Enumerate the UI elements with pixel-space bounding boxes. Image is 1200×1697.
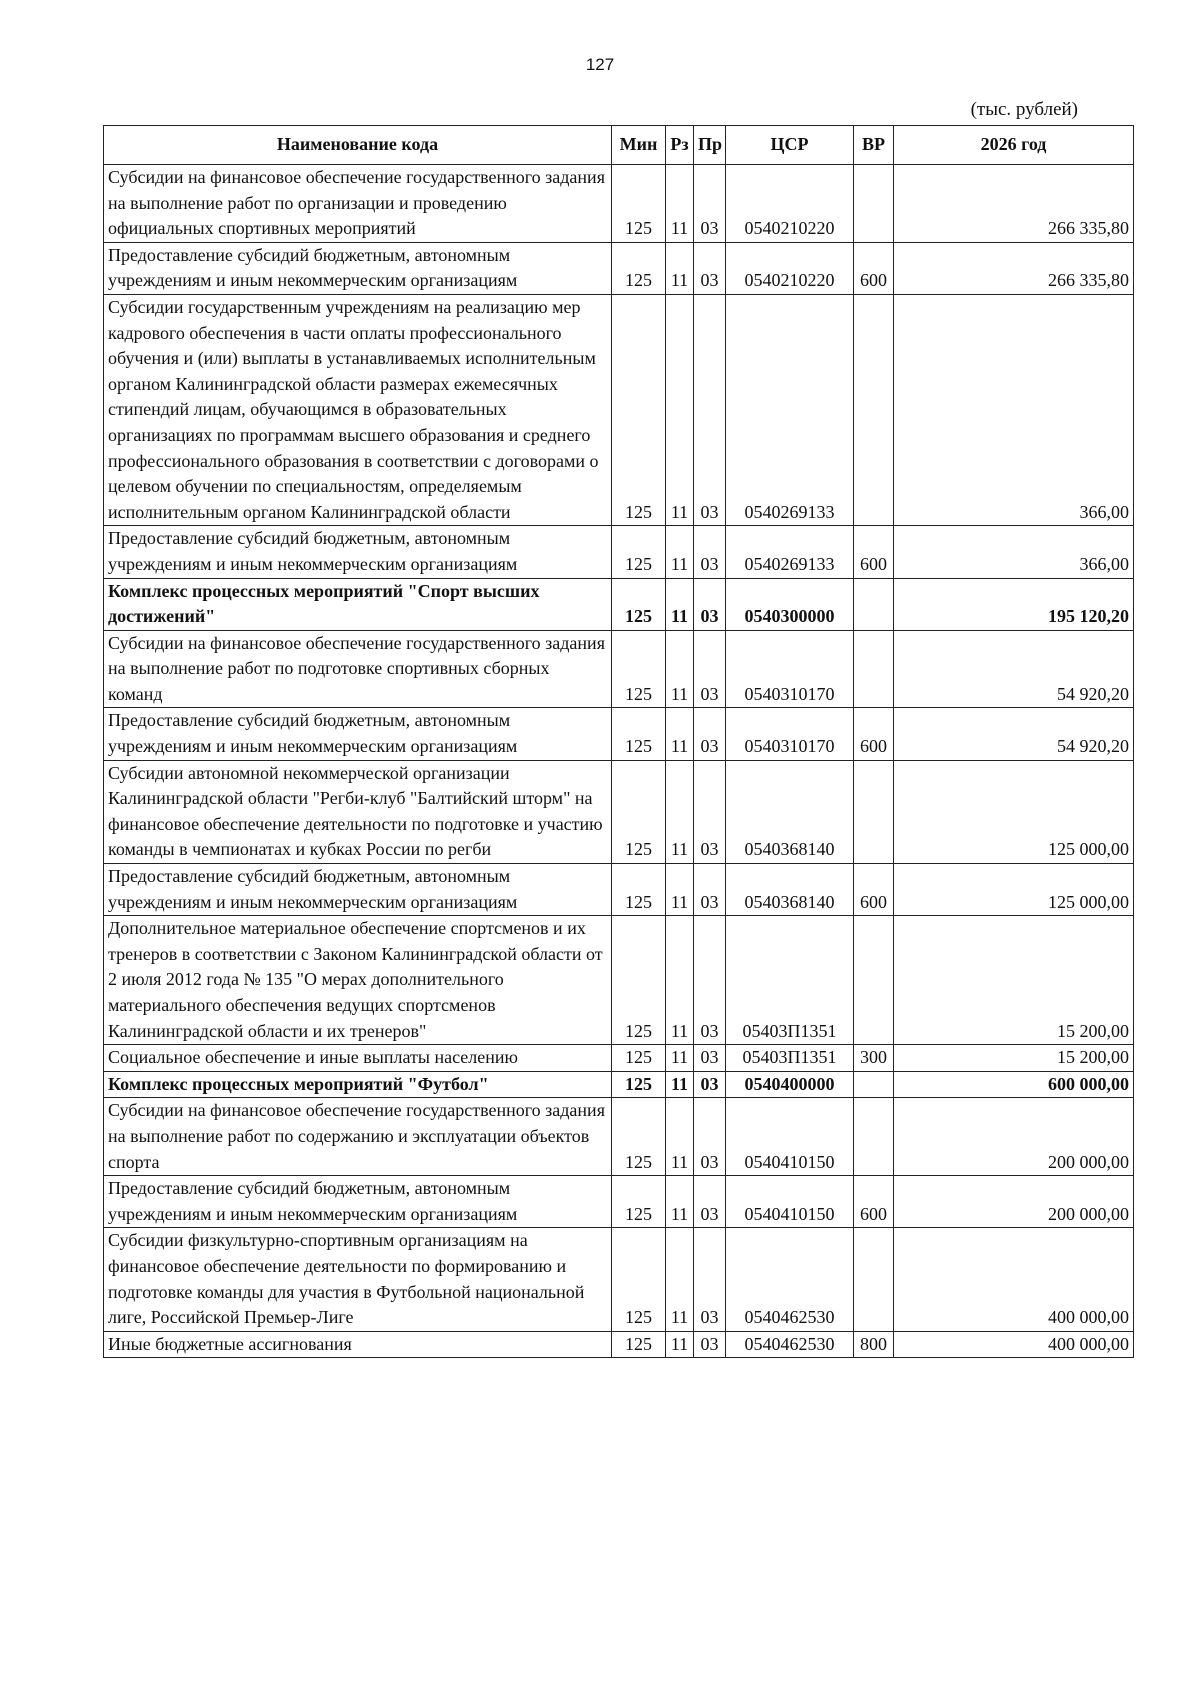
cell-amount: 366,00	[894, 526, 1134, 578]
cell-pr: 03	[694, 916, 726, 1045]
cell-min: 125	[612, 1228, 666, 1331]
cell-pr: 03	[694, 1071, 726, 1098]
cell-csr: 0540462530	[726, 1331, 854, 1358]
table-row	[104, 916, 1134, 1045]
cell-name: Предоставление субсидий бюджетным, автономным учреждениям и иным некоммерческим организациям	[104, 708, 612, 760]
table-row	[104, 1045, 1134, 1072]
cell-min: 125	[612, 578, 666, 630]
cell-rz: 11	[666, 294, 694, 525]
cell-name: Субсидии автономной некоммерческой организации Калининградской области "Регби-клуб "Балтийский шторм" на финансовое обеспечение деятельности по подготовке и участию команды в чемпионатах и кубках России по регби	[104, 760, 612, 863]
cell-pr: 03	[694, 1176, 726, 1228]
cell-vr	[854, 1228, 894, 1331]
cell-amount: 54 920,20	[894, 708, 1134, 760]
cell-amount: 600 000,00	[894, 1071, 1134, 1098]
cell-min: 125	[612, 630, 666, 708]
header-rz: Рз	[666, 126, 694, 165]
cell-vr	[854, 1071, 894, 1098]
cell-rz: 11	[666, 165, 694, 243]
cell-rz: 11	[666, 1045, 694, 1072]
cell-vr: 600	[854, 708, 894, 760]
cell-pr: 03	[694, 1331, 726, 1358]
header-year: 2026 год	[894, 126, 1134, 165]
cell-vr	[854, 630, 894, 708]
cell-csr: 0540410150	[726, 1098, 854, 1176]
cell-amount: 54 920,20	[894, 630, 1134, 708]
cell-pr: 03	[694, 294, 726, 525]
cell-amount: 200 000,00	[894, 1098, 1134, 1176]
cell-rz: 11	[666, 1098, 694, 1176]
cell-rz: 11	[666, 630, 694, 708]
cell-name: Предоставление субсидий бюджетным, автономным учреждениям и иным некоммерческим организациям	[104, 242, 612, 294]
cell-min: 125	[612, 708, 666, 760]
table-row	[104, 760, 1134, 863]
cell-vr	[854, 165, 894, 243]
cell-vr	[854, 760, 894, 863]
cell-vr	[854, 578, 894, 630]
cell-min: 125	[612, 916, 666, 1045]
cell-name: Субсидии на финансовое обеспечение государственного задания на выполнение работ по подготовке спортивных сборных команд	[104, 630, 612, 708]
cell-min: 125	[612, 294, 666, 525]
cell-name: Комплекс процессных мероприятий "Футбол"	[104, 1071, 612, 1098]
cell-min: 125	[612, 242, 666, 294]
cell-name: Дополнительное материальное обеспечение спортсменов и их тренеров в соответствии с Законом Калининградской области от 2 июля 2012 года № 135 "О мерах дополнительного материального обеспечения ведущих спортсменов Калининградской области и их тренеров"	[104, 916, 612, 1045]
cell-vr: 600	[854, 526, 894, 578]
cell-name: Субсидии на финансовое обеспечение государственного задания на выполнение работ по содержанию и эксплуатации объектов спорта	[104, 1098, 612, 1176]
cell-min: 125	[612, 1045, 666, 1072]
cell-pr: 03	[694, 165, 726, 243]
table-row	[104, 165, 1134, 243]
cell-amount: 366,00	[894, 294, 1134, 525]
cell-pr: 03	[694, 1228, 726, 1331]
table-row	[104, 708, 1134, 760]
cell-amount: 200 000,00	[894, 1176, 1134, 1228]
table-row	[104, 1098, 1134, 1176]
cell-min: 125	[612, 165, 666, 243]
cell-pr: 03	[694, 708, 726, 760]
table-row	[104, 1331, 1134, 1358]
cell-name: Комплекс процессных мероприятий "Спорт высших достижений"	[104, 578, 612, 630]
table-row	[104, 1071, 1134, 1098]
cell-pr: 03	[694, 1045, 726, 1072]
cell-min: 125	[612, 1098, 666, 1176]
cell-rz: 11	[666, 708, 694, 760]
cell-name: Субсидии на финансовое обеспечение государственного задания на выполнение работ по организации и проведению официальных спортивных мероприятий	[104, 165, 612, 243]
cell-vr	[854, 916, 894, 1045]
cell-csr: 0540300000	[726, 578, 854, 630]
cell-csr: 0540368140	[726, 864, 854, 916]
cell-vr: 600	[854, 242, 894, 294]
cell-vr	[854, 294, 894, 525]
cell-csr: 0540368140	[726, 760, 854, 863]
header-min: Мин	[612, 126, 666, 165]
table-row	[104, 864, 1134, 916]
cell-amount: 15 200,00	[894, 1045, 1134, 1072]
header-pr: Пр	[694, 126, 726, 165]
cell-csr: 0540269133	[726, 294, 854, 525]
cell-amount: 400 000,00	[894, 1228, 1134, 1331]
cell-csr: 0540310170	[726, 630, 854, 708]
cell-csr: 0540210220	[726, 165, 854, 243]
table-body	[104, 165, 1134, 1358]
cell-pr: 03	[694, 1098, 726, 1176]
cell-rz: 11	[666, 1228, 694, 1331]
cell-min: 125	[612, 1071, 666, 1098]
table-row	[104, 1176, 1134, 1228]
cell-rz: 11	[666, 916, 694, 1045]
table-row	[104, 578, 1134, 630]
cell-pr: 03	[694, 578, 726, 630]
cell-pr: 03	[694, 760, 726, 863]
header-vr: ВР	[854, 126, 894, 165]
cell-rz: 11	[666, 526, 694, 578]
cell-csr: 0540210220	[726, 242, 854, 294]
cell-pr: 03	[694, 864, 726, 916]
cell-rz: 11	[666, 760, 694, 863]
cell-amount: 266 335,80	[894, 242, 1134, 294]
cell-name: Предоставление субсидий бюджетным, автономным учреждениям и иным некоммерческим организациям	[104, 864, 612, 916]
cell-amount: 266 335,80	[894, 165, 1134, 243]
header-csr: ЦСР	[726, 126, 854, 165]
cell-vr: 600	[854, 1176, 894, 1228]
cell-name: Иные бюджетные ассигнования	[104, 1331, 612, 1358]
cell-csr: 0540269133	[726, 526, 854, 578]
cell-csr: 05403П1351	[726, 916, 854, 1045]
cell-vr	[854, 1098, 894, 1176]
table-header-row	[104, 126, 1134, 165]
cell-csr: 05403П1351	[726, 1045, 854, 1072]
cell-pr: 03	[694, 526, 726, 578]
cell-pr: 03	[694, 630, 726, 708]
cell-name: Предоставление субсидий бюджетным, автономным учреждениям и иным некоммерческим организациям	[104, 1176, 612, 1228]
cell-min: 125	[612, 864, 666, 916]
table-row	[104, 1228, 1134, 1331]
cell-csr: 0540310170	[726, 708, 854, 760]
cell-vr: 600	[854, 864, 894, 916]
table-row	[104, 526, 1134, 578]
cell-name: Предоставление субсидий бюджетным, автономным учреждениям и иным некоммерческим организациям	[104, 526, 612, 578]
cell-rz: 11	[666, 242, 694, 294]
cell-csr: 0540462530	[726, 1228, 854, 1331]
table-row	[104, 630, 1134, 708]
cell-amount: 15 200,00	[894, 916, 1134, 1045]
cell-rz: 11	[666, 578, 694, 630]
page-number: 127	[585, 55, 615, 74]
table-row	[104, 294, 1134, 525]
budget-table	[103, 125, 1134, 1358]
cell-rz: 11	[666, 1331, 694, 1358]
cell-name: Социальное обеспечение и иные выплаты населению	[104, 1045, 612, 1072]
cell-vr: 800	[854, 1331, 894, 1358]
cell-csr: 0540410150	[726, 1176, 854, 1228]
cell-vr: 300	[854, 1045, 894, 1072]
cell-min: 125	[612, 1176, 666, 1228]
cell-min: 125	[612, 1331, 666, 1358]
cell-rz: 11	[666, 1071, 694, 1098]
cell-name: Субсидии физкультурно-спортивным организациям на финансовое обеспечение деятельности по формированию и подготовке команды для участия в Футбольной национальной лиге, Российской Премьер-Лиге	[104, 1228, 612, 1331]
units-label: (тыс. рублей)	[970, 99, 1078, 120]
cell-min: 125	[612, 526, 666, 578]
cell-pr: 03	[694, 242, 726, 294]
cell-amount: 195 120,20	[894, 578, 1134, 630]
cell-name: Субсидии государственным учреждениям на реализацию мер кадрового обеспечения в части оплаты профессионального обучения и (или) выплаты в устанавливаемых исполнительным органом Калининградской области размерах ежемесячных стипендий лицам, обучающимся в образовательных организациях по программам высшего образования и среднего профессионального образования в соответствии с договорами о целевом обучении по специальностям, определяемым исполнительным органом Калининградской области	[104, 294, 612, 525]
cell-rz: 11	[666, 864, 694, 916]
header-name: Наименование кода	[104, 126, 612, 165]
cell-amount: 125 000,00	[894, 864, 1134, 916]
cell-min: 125	[612, 760, 666, 863]
cell-rz: 11	[666, 1176, 694, 1228]
cell-amount: 400 000,00	[894, 1331, 1134, 1358]
cell-csr: 0540400000	[726, 1071, 854, 1098]
table-row	[104, 242, 1134, 294]
cell-amount: 125 000,00	[894, 760, 1134, 863]
